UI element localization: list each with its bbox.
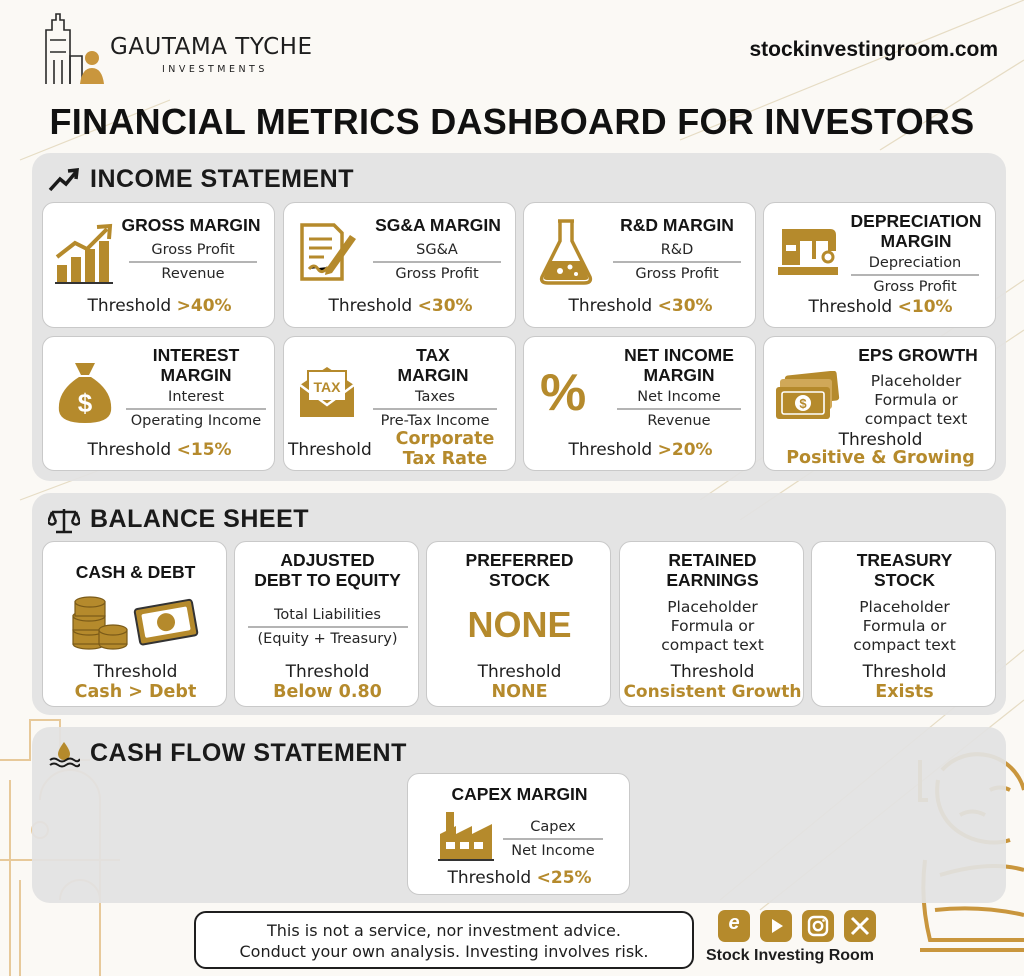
youtube-play-icon	[760, 910, 792, 942]
formula	[370, 386, 500, 432]
temple-buddha-logo-icon	[42, 10, 108, 86]
card-title: EPS GROWTH	[858, 345, 978, 365]
formula-numerator: Net Income	[637, 389, 721, 405]
card-title-line: MARGIN	[643, 365, 715, 385]
social-links	[718, 910, 876, 942]
balance-sheet-title: BALANCE SHEET	[90, 505, 310, 533]
card-title	[368, 345, 498, 385]
card-title-line: MARGIN	[160, 365, 232, 385]
placeholder-line: Formula or	[862, 617, 947, 635]
income-statement-header	[48, 165, 354, 194]
threshold	[408, 868, 630, 888]
threshold-value: <25%	[536, 868, 592, 888]
factory-icon	[438, 810, 494, 862]
threshold-value: Exists	[875, 682, 934, 702]
retained-earnings-card	[619, 541, 804, 707]
card-title-line: STOCK	[489, 570, 550, 590]
card-title-line: ADJUSTED	[280, 550, 375, 570]
placeholder-line: Formula or	[670, 617, 755, 635]
card-title	[121, 345, 271, 385]
tax-icon-text: TAX	[313, 379, 341, 395]
card-title-line: EARNINGS	[666, 570, 759, 590]
cash-stack-icon	[774, 371, 840, 421]
x-icon[interactable]	[844, 910, 876, 942]
cash-flow-header	[48, 739, 407, 768]
formula-denominator: Revenue	[647, 412, 711, 429]
depreciation-margin-card	[763, 202, 996, 328]
cash-flow-title: CASH FLOW STATEMENT	[90, 739, 407, 767]
threshold-value: >40%	[176, 296, 232, 316]
card-title	[840, 211, 992, 251]
card-title	[427, 550, 611, 590]
threshold-label: Threshold	[87, 296, 172, 316]
brand-logo	[42, 10, 342, 86]
formula	[614, 386, 744, 432]
card-title-line: DEBT TO EQUITY	[254, 570, 401, 590]
coins-and-bill-icon	[71, 594, 199, 650]
scales-icon	[48, 506, 80, 534]
threshold	[43, 440, 275, 460]
rd-margin-card	[523, 202, 756, 328]
placeholder-line: Placeholder	[667, 598, 758, 616]
threshold-label: Threshold	[328, 296, 413, 316]
formula	[121, 386, 271, 432]
trend-up-icon	[48, 166, 80, 194]
placeholder-line: compact text	[661, 636, 764, 654]
treasury-stock-card	[811, 541, 996, 707]
e-logo-icon[interactable]	[718, 910, 750, 942]
threshold-value	[380, 429, 510, 469]
card-title-line: PREFERRED	[465, 550, 574, 570]
card-title	[620, 550, 804, 590]
instagram-icon[interactable]	[802, 910, 834, 942]
formula-numerator: Interest	[168, 389, 224, 405]
formula	[850, 252, 980, 298]
threshold-value: >20%	[657, 440, 713, 460]
formula-numerator: Gross Profit	[151, 242, 235, 258]
threshold-value: NONE	[491, 682, 548, 702]
card-title	[235, 550, 419, 590]
threshold-label: Threshold	[568, 440, 653, 460]
card-title-line: MARGIN	[397, 365, 469, 385]
x-glyph-icon	[844, 910, 876, 942]
threshold-label: Threshold	[447, 868, 532, 888]
threshold	[764, 297, 996, 317]
threshold-label: Threshold	[670, 662, 755, 682]
formula	[500, 816, 606, 862]
cash-and-debt-card	[42, 541, 227, 707]
formula-numerator: Taxes	[415, 389, 455, 405]
capex-margin-card	[407, 773, 630, 895]
card-title: CASH & DEBT	[75, 562, 196, 582]
card-title-line: TREASURY	[856, 550, 953, 570]
threshold-label: Threshold	[862, 662, 947, 682]
threshold-value: Consistent Growth	[623, 682, 802, 702]
website-link[interactable]: stockinvestingroom.com	[749, 38, 998, 61]
card-title-line: TAX	[416, 345, 450, 365]
threshold-label: Threshold	[288, 440, 372, 460]
e-logo-text: e	[728, 912, 740, 934]
preferred-stock-card	[426, 541, 611, 707]
page-title: FINANCIAL METRICS DASHBOARD FOR INVESTORS	[49, 101, 975, 142]
threshold-value: Below 0.80	[273, 682, 382, 702]
card-title: R&D MARGIN	[620, 215, 734, 235]
disclaimer-line: Conduct your own analysis. Investing involves risk.	[239, 942, 649, 961]
card-title-line: MARGIN	[880, 231, 952, 251]
brand-name: GAUTAMA TYCHE	[110, 34, 313, 60]
placeholder-line: compact text	[853, 636, 956, 654]
threshold-value: <30%	[657, 296, 713, 316]
tax-margin-card	[283, 336, 516, 471]
formula-numerator: R&D	[660, 242, 694, 258]
youtube-icon[interactable]	[760, 910, 792, 942]
placeholder-line: compact text	[864, 410, 968, 428]
card-title	[604, 345, 754, 385]
threshold-value: <30%	[417, 296, 473, 316]
placeholder-line: Placeholder	[859, 598, 950, 616]
instagram-glyph-icon	[802, 910, 834, 942]
adjusted-debt-to-equity-card	[234, 541, 419, 707]
disclaimer-box	[194, 911, 694, 969]
formula-numerator: SG&A	[416, 242, 458, 258]
sga-margin-card	[283, 202, 516, 328]
card-title: CAPEX MARGIN	[451, 784, 588, 804]
balance-sheet-header	[48, 505, 309, 534]
flask-icon	[538, 217, 594, 285]
threshold	[43, 296, 275, 316]
card-title: GROSS MARGIN	[121, 215, 261, 235]
water-drop-icon	[48, 740, 80, 768]
card-title-line: RETAINED	[668, 550, 757, 570]
social-label: Stock Investing Room	[706, 947, 875, 964]
card-title-line: INTEREST	[152, 345, 240, 365]
placeholder-line: Formula or	[874, 391, 958, 409]
placeholder-line: Placeholder	[870, 372, 962, 390]
placeholder-formula	[846, 372, 986, 429]
card-title-line: STOCK	[874, 570, 935, 590]
formula	[128, 239, 258, 285]
formula-numerator: Total Liabilities	[274, 607, 381, 623]
document-pen-icon	[298, 221, 358, 283]
disclaimer-line: This is not a service, nor investment advice.	[267, 921, 621, 940]
interest-margin-card	[42, 336, 275, 471]
threshold	[524, 440, 756, 460]
card-title	[812, 550, 996, 590]
income-statement-title: INCOME STATEMENT	[90, 165, 355, 193]
income-statement-section	[32, 153, 1006, 481]
formula-denominator: Gross Profit	[395, 265, 479, 282]
bar-chart-icon	[53, 221, 115, 285]
formula	[612, 239, 742, 285]
threshold-label: Threshold	[93, 662, 178, 682]
preferred-stock-status: NONE	[467, 604, 572, 645]
money-bag-icon	[55, 359, 115, 425]
formula-denominator: Net Income	[511, 842, 595, 859]
svg-text:$: $	[799, 396, 807, 411]
placeholder-formula	[620, 598, 804, 655]
formula-denominator: (Equity + Treasury)	[257, 630, 398, 647]
sewing-machine-icon	[776, 221, 840, 279]
formula-denominator: Operating Income	[130, 412, 262, 429]
brand-subtitle: INVESTMENTS	[162, 64, 268, 75]
threshold	[524, 296, 756, 316]
formula	[372, 239, 502, 285]
threshold-label: Threshold	[838, 430, 923, 450]
threshold-value: <15%	[176, 440, 232, 460]
balance-sheet-section	[32, 493, 1006, 715]
formula-denominator: Revenue	[161, 265, 225, 282]
tax-envelope-icon	[296, 363, 358, 419]
card-title-line: DEPRECIATION	[850, 211, 982, 231]
threshold-value: Positive & Growing	[786, 448, 975, 468]
threshold-label: Threshold	[285, 662, 370, 682]
formula-numerator: Depreciation	[868, 255, 962, 271]
cash-flow-section	[32, 727, 1006, 903]
formula	[241, 604, 414, 650]
threshold-label: Threshold	[568, 296, 653, 316]
threshold-label: Threshold	[87, 440, 172, 460]
formula-denominator: Pre-Tax Income	[380, 412, 490, 429]
net-income-margin-card	[523, 336, 756, 471]
threshold-value-line: Corporate	[395, 429, 495, 449]
threshold	[284, 296, 516, 316]
card-title-line: NET INCOME	[624, 345, 734, 365]
svg-text:$: $	[77, 388, 93, 418]
formula-denominator: Gross Profit	[873, 278, 957, 295]
card-title: SG&A MARGIN	[375, 215, 501, 235]
threshold-label: Threshold	[477, 662, 562, 682]
formula-numerator: Capex	[530, 819, 576, 835]
placeholder-formula	[812, 598, 996, 655]
percent-icon: %	[540, 364, 587, 422]
eps-growth-card	[763, 336, 996, 471]
threshold-value: Cash > Debt	[74, 682, 197, 702]
formula-denominator: Gross Profit	[635, 265, 719, 282]
threshold-label: Threshold	[808, 297, 893, 317]
gross-margin-card	[42, 202, 275, 328]
threshold-value-line: Tax Rate	[402, 449, 488, 469]
threshold-value: <10%	[897, 297, 953, 317]
